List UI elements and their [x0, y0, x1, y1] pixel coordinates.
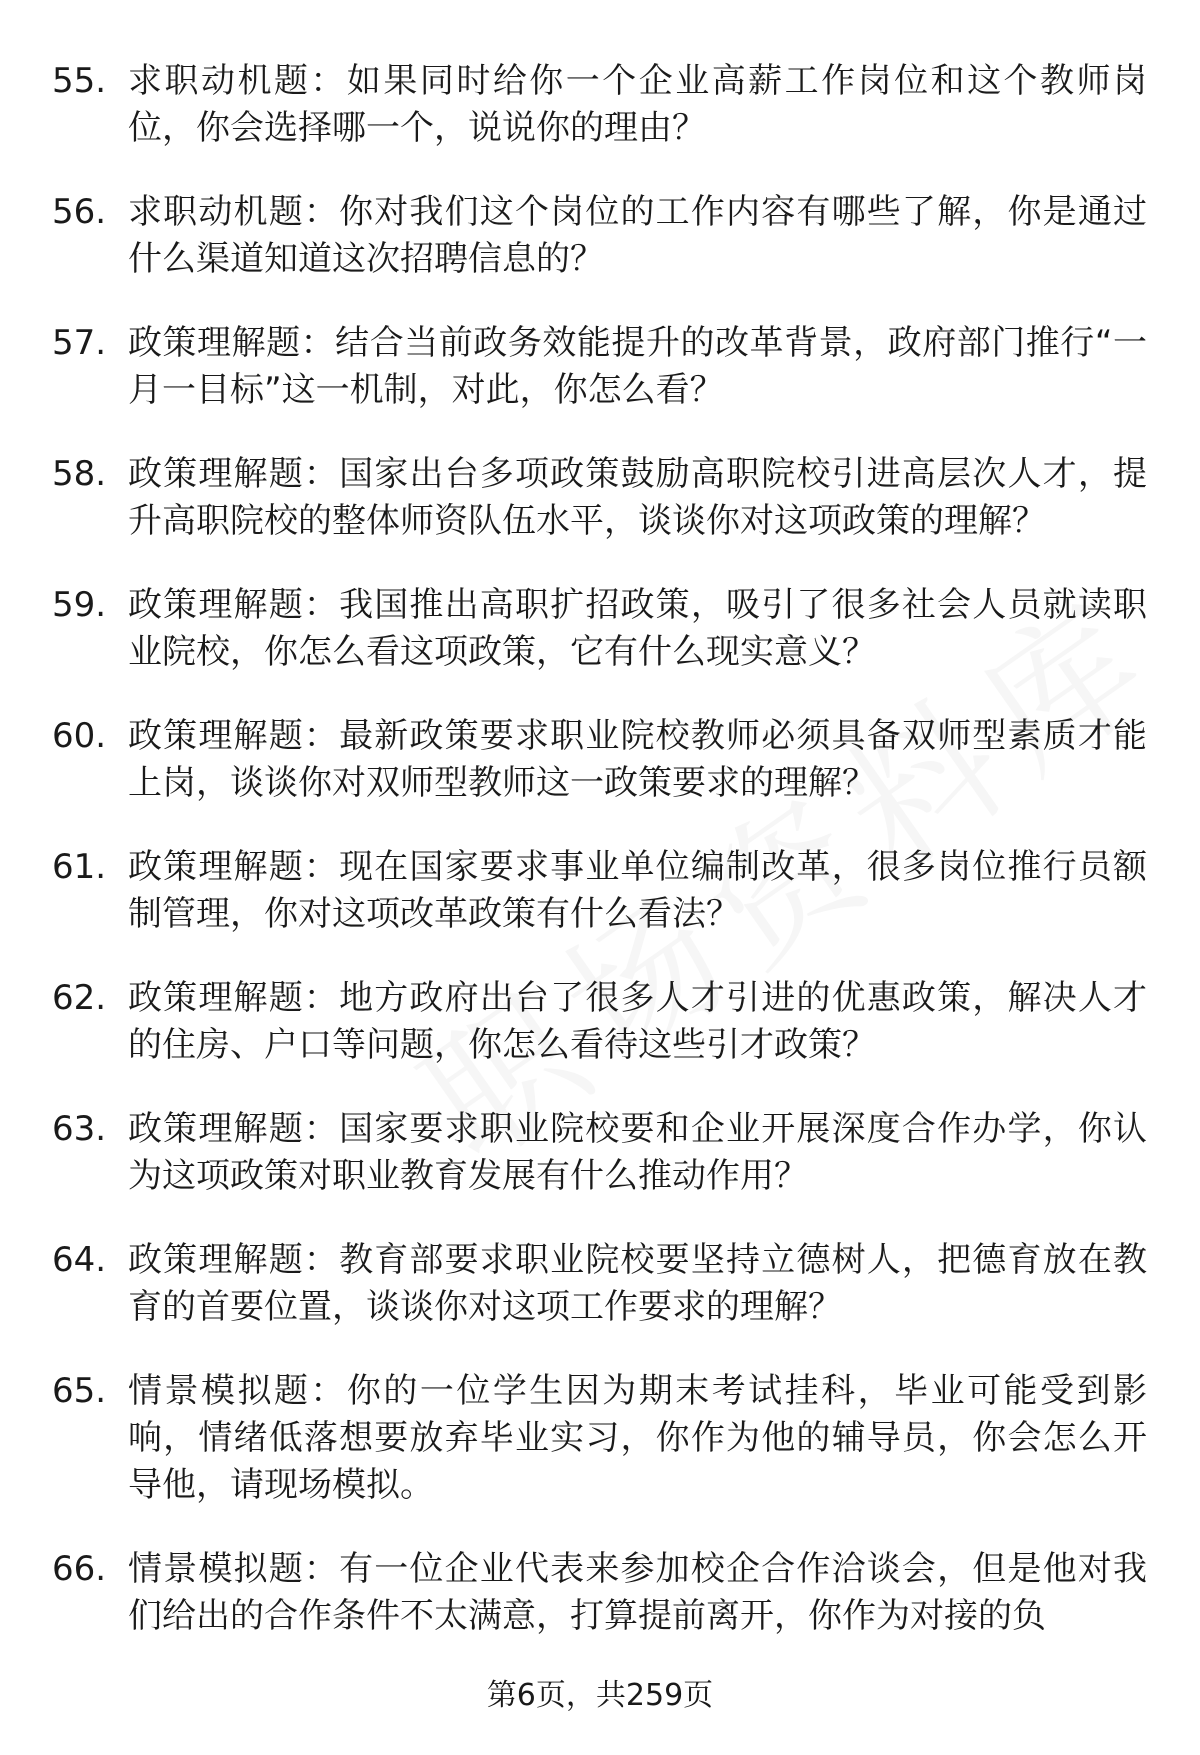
question-text: 政策理解题：现在国家要求事业单位编制改革，很多岗位推行员额制管理，你对这项改革政策有什么看法？ — [128, 847, 1147, 934]
question-item — [52, 58, 1147, 152]
question-text: 政策理解题：地方政府出台了很多人才引进的优惠政策，解决人才的住房、户口等问题，你怎么看待这些引才政策？ — [128, 978, 1147, 1065]
question-item — [52, 713, 1147, 807]
question-item — [52, 1368, 1147, 1509]
question-item — [52, 320, 1147, 414]
question-number: 60. — [52, 716, 107, 756]
question-item — [52, 1546, 1147, 1640]
question-item — [52, 1237, 1147, 1331]
question-number: 66. — [52, 1549, 107, 1589]
question-text: 情景模拟题：你的一位学生因为期末考试挂科，毕业可能受到影响，情绪低落想要放弃毕业实习，你作为他的辅导员，你会怎么开导他，请现场模拟。 — [128, 1371, 1147, 1505]
question-text: 政策理解题：我国推出高职扩招政策，吸引了很多社会人员就读职业院校，你怎么看这项政策，它有什么现实意义？ — [128, 585, 1147, 672]
question-text: 求职动机题：你对我们这个岗位的工作内容有哪些了解，你是通过什么渠道知道这次招聘信息的？ — [128, 192, 1147, 279]
question-number: 58. — [52, 454, 107, 494]
question-text: 政策理解题：结合当前政务效能提升的改革背景，政府部门推行“一月一目标”这一机制，对此，你怎么看？ — [128, 323, 1147, 410]
question-item — [52, 975, 1147, 1069]
question-item — [52, 582, 1147, 676]
question-item — [52, 189, 1147, 283]
question-item — [52, 451, 1147, 545]
question-text: 情景模拟题：有一位企业代表来参加校企合作洽谈会，但是他对我们给出的合作条件不太满意，打算提前离开，你作为对接的负 — [128, 1549, 1147, 1636]
page-number-footer: 第6页，共259页 — [486, 1678, 714, 1713]
question-number: 59. — [52, 585, 107, 625]
question-number: 61. — [52, 847, 107, 887]
question-number: 56. — [52, 192, 107, 232]
question-text: 政策理解题：国家出台多项政策鼓励高职院校引进高层次人才，提升高职院校的整体师资队伍水平，谈谈你对这项政策的理解？ — [128, 454, 1147, 541]
question-number: 65. — [52, 1371, 107, 1411]
question-text: 政策理解题：教育部要求职业院校要坚持立德树人，把德育放在教育的首要位置，谈谈你对这项工作要求的理解？ — [128, 1240, 1147, 1327]
question-item — [52, 1106, 1147, 1200]
question-number: 63. — [52, 1109, 107, 1149]
question-number: 62. — [52, 978, 107, 1018]
question-text: 政策理解题：最新政策要求职业院校教师必须具备双师型素质才能上岗，谈谈你对双师型教师这一政策要求的理解？ — [128, 716, 1147, 803]
question-number: 64. — [52, 1240, 107, 1280]
question-text: 政策理解题：国家要求职业院校要和企业开展深度合作办学，你认为这项政策对职业教育发展有什么推动作用？ — [128, 1109, 1147, 1196]
question-number: 57. — [52, 323, 107, 363]
question-list — [52, 58, 1147, 1677]
question-item — [52, 844, 1147, 938]
question-text: 求职动机题：如果同时给你一个企业高薪工作岗位和这个教师岗位，你会选择哪一个，说说你的理由？ — [128, 61, 1147, 148]
question-number: 55. — [52, 61, 107, 101]
